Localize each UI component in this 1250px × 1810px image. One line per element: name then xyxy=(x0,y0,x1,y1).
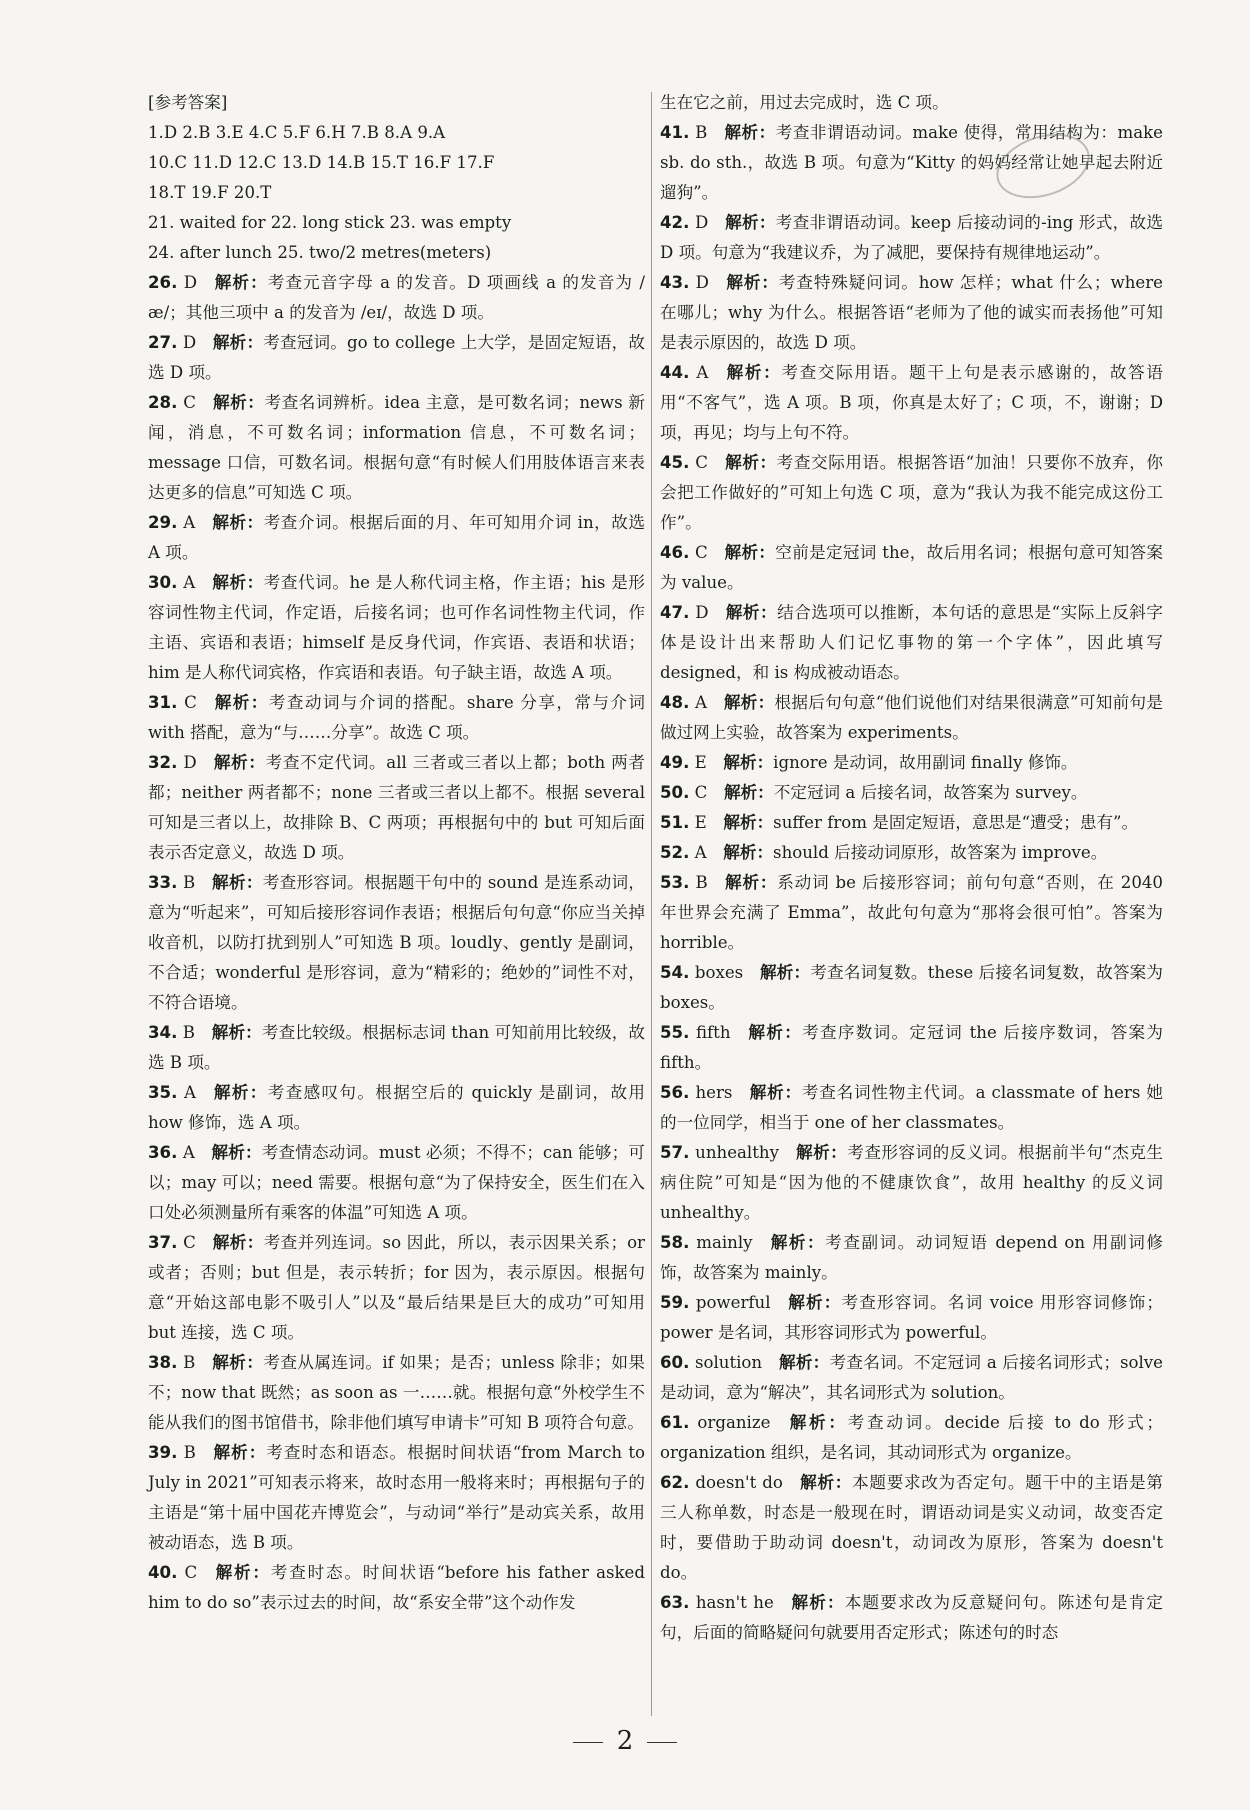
item-explanation: 考查非谓语动词。make 使得，常用结构为：make sb. do sth.，故选 B 项。句意为“Kitty 的妈妈经常让她早起去附近遛狗”。 xyxy=(660,123,1163,202)
item-answer: hers xyxy=(689,1083,750,1102)
jiexi-label: 解析： xyxy=(213,273,268,292)
item-explanation: 考查时态和语态。根据时间状语“from March to July in 2021”可知表示将来，故时态用一般将来时；再根据句子的主语是“第十届中国花卉博览会”，与动词“举行”是动宾关系，故用被动语态，选 B 项。 xyxy=(148,1443,645,1552)
item-explanation: 本题要求改为反意疑问句。陈述句是肯定句，后面的简略疑问句就要用否定形式；陈述句的时态 xyxy=(660,1593,1164,1642)
item-answer: D xyxy=(177,333,213,352)
item-explanation: 考查交际用语。根据答语“加油！只要你不放弃，你会把工作做好的”可知上句选 C 项，意为“我认为我不能完成这份工作”。 xyxy=(660,453,1163,532)
answer-item xyxy=(148,568,645,688)
page-number-footer xyxy=(0,1726,1250,1756)
item-number: 37. xyxy=(148,1233,178,1252)
item-answer: fifth xyxy=(689,1023,748,1042)
item-number: 35. xyxy=(148,1083,178,1102)
answer-row: 18.T 19.F 20.T xyxy=(148,183,272,202)
item-explanation: 考查名词。不定冠词 a 后接名词形式；solve 是动词，意为“解决”，其名词形式为 solution。 xyxy=(660,1353,1163,1402)
jiexi-label: 解析： xyxy=(759,963,811,982)
item-answer: B xyxy=(689,873,725,892)
item-answer: C xyxy=(177,1563,214,1582)
item-explanation: 考查情态动词。must 必须；不得不；can 能够；可以；may 可以；need 需要。根据句意“为了保持安全，医生们在入口处必须测量所有乘客的体温”可知选 A 项。 xyxy=(148,1143,645,1222)
item-answer: mainly xyxy=(689,1233,770,1252)
item-number: 47. xyxy=(660,603,690,622)
item-answer: C xyxy=(689,543,725,562)
jiexi-label: 解析： xyxy=(211,1023,262,1042)
dash-left xyxy=(573,1742,603,1743)
answer-item xyxy=(660,838,1163,868)
item-number: 52. xyxy=(660,843,690,862)
item-answer: A xyxy=(689,693,724,712)
item-explanation: 本题要求改为否定句。题干中的主语是第三人称单数，时态是一般现在时，谓语动词是实义动词，故变否定时，要借助于助动词 doesn't，动词改为原形，答案为 doesn't do。 xyxy=(660,1473,1164,1582)
item-answer: B xyxy=(689,123,724,142)
jiexi-label: 解析： xyxy=(211,1143,262,1162)
answer-item xyxy=(660,268,1163,358)
answer-item xyxy=(660,538,1163,598)
jiexi-label: 解析： xyxy=(212,1083,268,1102)
item-explanation: 考查特殊疑问词。how 怎样；what 什么；where 在哪儿；why 为什么。根据答语“老师为了他的诚实而表扬他”可知是表示原因的，故选 D 项。 xyxy=(660,273,1163,352)
item-number: 28. xyxy=(148,393,178,412)
answer-item xyxy=(148,1438,645,1558)
item-answer: B xyxy=(177,1023,212,1042)
item-number: 59. xyxy=(660,1293,690,1312)
answer-item xyxy=(148,1348,645,1438)
item-answer: doesn't do xyxy=(689,1473,800,1492)
jiexi-label: 解析： xyxy=(723,783,774,802)
item-answer: A xyxy=(177,573,212,592)
jiexi-label: 解析： xyxy=(724,543,776,562)
section-header: [参考答案] xyxy=(148,93,228,112)
item-number: 51. xyxy=(660,813,690,832)
jiexi-label: 解析： xyxy=(787,1413,848,1432)
jiexi-label: 解析： xyxy=(795,1143,848,1162)
item-number: 26. xyxy=(148,273,178,292)
answer-item xyxy=(660,1288,1163,1348)
answer-item xyxy=(148,268,645,328)
item-number: 62. xyxy=(660,1473,690,1492)
column-divider xyxy=(651,92,652,1716)
page-number: 2 xyxy=(616,1726,634,1756)
item-answer: solution xyxy=(689,1353,779,1372)
item-number: 40. xyxy=(148,1563,178,1582)
item-number: 46. xyxy=(660,543,690,562)
item-explanation: 考查代词。he 是人称代词主格，作主语；his 是形容词性物主代词，作定语，后接名词；也可作名词性物主代词，作主语、宾语和表语；himself 是反身代词，作宾语、表语和状语；him 是人称代词宾格，作宾语和表语。句子缺主语，故选 A 项。 xyxy=(148,573,645,682)
item-explanation: 考查动词与介词的搭配。share 分享，常与介词 with 搭配，意为“与……分享”。故选 C 项。 xyxy=(148,693,645,742)
item-number: 39. xyxy=(148,1443,178,1462)
right-items xyxy=(660,118,1163,1648)
dash-right xyxy=(647,1742,677,1743)
item-answer: boxes xyxy=(689,963,760,982)
right-column xyxy=(660,88,1163,1648)
jiexi-label: 解析： xyxy=(723,123,776,142)
item-explanation: 空前是定冠词 the，故后用名词；根据句意可知答案为 value。 xyxy=(660,543,1163,592)
item-explanation: 考查副词。动词短语 depend on 用副词修饰，故答案为 mainly。 xyxy=(660,1233,1163,1282)
answer-item xyxy=(660,1018,1163,1078)
item-number: 58. xyxy=(660,1233,690,1252)
jiexi-label: 解析： xyxy=(724,213,776,232)
answer-item xyxy=(660,868,1163,958)
left-items xyxy=(148,268,645,1618)
item-number: 27. xyxy=(148,333,178,352)
item-number: 55. xyxy=(660,1023,690,1042)
item-answer: B xyxy=(177,1353,212,1372)
item-number: 63. xyxy=(660,1593,690,1612)
item-answer: C xyxy=(689,783,724,802)
answer-item xyxy=(660,1138,1163,1228)
jiexi-label: 解析： xyxy=(213,693,269,712)
answer-item xyxy=(148,1078,645,1138)
item-explanation: 考查名词性物主代词。a classmate of hers 她的一位同学，相当于 one of her classmates。 xyxy=(660,1083,1164,1132)
item-explanation: ignore 是动词，故用副词 finally 修饰。 xyxy=(773,753,1078,772)
item-explanation: 考查动词。decide 后接 to do 形式；organization 组织，是名词，其动词形式为 organize。 xyxy=(660,1413,1163,1462)
item-answer: A xyxy=(177,1143,212,1162)
answer-item xyxy=(148,1228,645,1348)
item-explanation: should 后接动词原形，故答案为 improve。 xyxy=(773,843,1108,862)
item-answer: A xyxy=(177,513,212,532)
item-explanation: 考查形容词。名词 voice 用形容词修饰；power 是名词，其形容词形式为 powerful。 xyxy=(660,1293,1163,1342)
item-number: 54. xyxy=(660,963,690,982)
item-number: 56. xyxy=(660,1083,690,1102)
jiexi-label: 解析： xyxy=(212,393,265,412)
answer-item xyxy=(660,1408,1163,1468)
item-answer: D xyxy=(177,753,214,772)
item-explanation: 考查比较级。根据标志词 than 可知前用比较级，故选 B 项。 xyxy=(148,1023,646,1072)
jiexi-label: 解析： xyxy=(799,1473,853,1492)
item-number: 36. xyxy=(148,1143,178,1162)
item-answer: A xyxy=(689,363,725,382)
item-answer: A xyxy=(689,843,724,862)
item-explanation: 考查名词辨析。idea 主意，是可数名词；news 新闻，消息，不可数名词；information 信息，不可数名词；message 口信，可数名词。根据句意“有时候人们用肢体语言来表达更多的信息”可知选 C 项。 xyxy=(148,393,646,502)
item-explanation: 考查时态。时间状语“before his father asked him to do so”表示过去的时间，故“系安全带”这个动作发 xyxy=(148,1563,645,1612)
item-explanation: 考查从属连词。if 如果；是否；unless 除非；如果不；now that 既然；as soon as 一……就。根据句意“外校学生不能从我们的图书馆借书，除非他们填写申请卡”可知 B 项符合句意。 xyxy=(148,1353,645,1432)
item-explanation: 考查感叹句。根据空后的 quickly 是副词，故用 how 修饰，选 A 项。 xyxy=(148,1083,645,1132)
item-explanation: 根据后句句意“他们说他们对结果很满意”可知前句是做过网上实验，故答案为 experiments。 xyxy=(660,693,1164,742)
item-answer: D xyxy=(689,273,726,292)
item-answer: C xyxy=(177,1233,213,1252)
item-explanation: 考查并列连词。so 因此，所以，表示因果关系；or 或者；否则；but 但是，表示转折；for 因为，表示原因。根据句意“开始这部电影不吸引人”以及“最后结果是巨大的成功”可知用 but 连接，选 C 项。 xyxy=(148,1233,645,1342)
jiexi-label: 解析： xyxy=(212,1233,264,1252)
answer-item xyxy=(660,598,1163,688)
answer-item xyxy=(148,748,645,868)
item-answer: A xyxy=(177,1083,213,1102)
jiexi-label: 解析： xyxy=(778,1353,830,1372)
jiexi-label: 解析： xyxy=(749,1083,802,1102)
item-explanation: 不定冠词 a 后接名词，故答案为 survey。 xyxy=(773,783,1088,802)
item-answer: organize xyxy=(689,1413,787,1432)
item-explanation: 考查交际用语。题干上句是表示感谢的，故答语用“不客气”，选 A 项。B 项，你真是太好了；C 项，不，谢谢；D 项，再见；均与上句不符。 xyxy=(660,363,1163,442)
item-answer: D xyxy=(689,603,726,622)
answer-item xyxy=(660,1468,1163,1588)
answer-row: 24. after lunch 25. two/2 metres(meters) xyxy=(148,243,492,262)
jiexi-label: 解析： xyxy=(212,333,264,352)
item-number: 48. xyxy=(660,693,690,712)
item-explanation: 考查不定代词。all 三者或三者以上都；both 两者都；neither 两者都不；none 三者或三者以上都不。根据 several 可知是三者以上，故排除 B、C 两项；再根据句中的 but 可知后面表示否定意义，故选 D 项。 xyxy=(148,753,645,862)
item-explanation: 结合选项可以推断，本句话的意思是“实际上反斜字体是设计出来帮助人们记忆事物的第一个字体”，因此填写 designed，和 is 构成被动语态。 xyxy=(660,603,1163,682)
continuation-text: 生在它之前，用过去完成时，选 C 项。 xyxy=(660,93,949,112)
item-explanation: 考查形容词。根据题干句中的 sound 是连系动词，意为“听起来”，可知后接形容词作表语；根据后句句意“你应当关掉收音机，以防打扰到别人”可知选 B 项。loudly、gently 是副词，不合适；wonderful 是形容词，意为“精彩的；绝妙的”词性不对，不符合语境。 xyxy=(148,873,645,1012)
item-answer: B xyxy=(177,1443,213,1462)
item-number: 49. xyxy=(660,753,690,772)
item-number: 42. xyxy=(660,213,690,232)
jiexi-label: 解析： xyxy=(790,1593,845,1612)
item-explanation: 考查名词复数。these 后接名词复数，故答案为 boxes。 xyxy=(660,963,1163,1012)
item-explanation: 考查形容词的反义词。根据前半句“杰克生病住院”可知是“因为他的不健康饮食”，故用 healthy 的反义词 unhealthy。 xyxy=(660,1143,1163,1222)
answer-item xyxy=(148,388,645,508)
item-number: 31. xyxy=(148,693,178,712)
answer-item xyxy=(660,1078,1163,1138)
jiexi-label: 解析： xyxy=(724,363,782,382)
answer-item xyxy=(148,1138,645,1228)
answer-item xyxy=(148,508,645,568)
jiexi-label: 解析： xyxy=(211,513,264,532)
item-answer: powerful xyxy=(689,1293,788,1312)
jiexi-label: 解析： xyxy=(769,1233,826,1252)
jiexi-label: 解析： xyxy=(723,813,774,832)
answer-row: 21. waited for 22. long stick 23. was empty xyxy=(148,213,512,232)
item-number: 44. xyxy=(660,363,690,382)
jiexi-label: 解析： xyxy=(723,843,774,862)
item-number: 61. xyxy=(660,1413,690,1432)
item-number: 60. xyxy=(660,1353,690,1372)
jiexi-label: 解析： xyxy=(212,1443,267,1462)
answer-item xyxy=(660,958,1163,1018)
item-answer: D xyxy=(689,213,725,232)
answer-item xyxy=(148,1018,645,1078)
item-answer: C xyxy=(177,393,213,412)
jiexi-label: 解析： xyxy=(213,753,266,772)
item-explanation: 考查元音字母 a 的发音。D 项画线 a 的发音为 /æ/；其他三项中 a 的发音为 /eɪ/，故选 D 项。 xyxy=(148,273,646,322)
answer-row: 1.D 2.B 3.E 4.C 5.F 6.H 7.B 8.A 9.A xyxy=(148,123,446,142)
left-column xyxy=(148,88,645,1618)
answer-item xyxy=(148,688,645,748)
item-number: 30. xyxy=(148,573,178,592)
answer-item xyxy=(148,868,645,1018)
item-answer: C xyxy=(177,693,214,712)
item-answer: D xyxy=(177,273,214,292)
answer-item xyxy=(148,1558,645,1618)
jiexi-label: 解析： xyxy=(724,453,777,472)
item-number: 43. xyxy=(660,273,690,292)
item-explanation: 系动词 be 后接形容词；前句句意“否则，在 2040 年世界会充满了 Emma”，故此句句意为“那将会很可怕”。答案为 horrible。 xyxy=(660,873,1163,952)
item-explanation: 考查冠词。go to college 上大学，是固定短语，故选 D 项。 xyxy=(148,333,645,382)
answer-item xyxy=(660,748,1163,778)
short-answers xyxy=(148,118,645,268)
jiexi-label: 解析： xyxy=(747,1023,803,1042)
answer-row: 10.C 11.D 12.C 13.D 14.B 15.T 16.F 17.F xyxy=(148,153,495,172)
jiexi-label: 解析： xyxy=(725,603,778,622)
jiexi-label: 解析： xyxy=(211,573,264,592)
item-explanation: 考查非谓语动词。keep 后接动词的-ing 形式，故选 D 项。句意为“我建议乔，为了减肥，要保持有规律地运动”。 xyxy=(660,213,1163,262)
answer-item xyxy=(148,328,645,388)
item-number: 57. xyxy=(660,1143,690,1162)
item-number: 45. xyxy=(660,453,690,472)
answer-item xyxy=(660,1228,1163,1288)
item-answer: E xyxy=(689,753,724,772)
jiexi-label: 解析： xyxy=(787,1293,842,1312)
item-answer: hasn't he xyxy=(689,1593,791,1612)
jiexi-label: 解析： xyxy=(724,873,778,892)
jiexi-label: 解析： xyxy=(723,753,774,772)
jiexi-label: 解析： xyxy=(211,1353,264,1372)
answer-item xyxy=(660,208,1163,268)
item-number: 29. xyxy=(148,513,178,532)
item-answer: unhealthy xyxy=(689,1143,796,1162)
item-number: 32. xyxy=(148,753,178,772)
item-number: 34. xyxy=(148,1023,178,1042)
jiexi-label: 解析： xyxy=(211,873,263,892)
answer-item xyxy=(660,1348,1163,1408)
item-number: 53. xyxy=(660,873,690,892)
item-number: 50. xyxy=(660,783,690,802)
item-explanation: suffer from 是固定短语，意思是“遭受；患有”。 xyxy=(773,813,1139,832)
item-number: 38. xyxy=(148,1353,178,1372)
answer-item xyxy=(660,448,1163,538)
jiexi-label: 解析： xyxy=(213,1563,271,1582)
item-number: 33. xyxy=(148,873,178,892)
jiexi-label: 解析： xyxy=(725,273,779,292)
answer-item xyxy=(660,808,1163,838)
answer-item xyxy=(660,358,1163,448)
item-number: 41. xyxy=(660,123,690,142)
item-answer: E xyxy=(689,813,724,832)
answer-item xyxy=(660,688,1163,748)
item-answer: C xyxy=(689,453,725,472)
item-explanation: 考查介词。根据后面的月、年可知用介词 in，故选 A 项。 xyxy=(148,513,645,562)
item-explanation: 考查序数词。定冠词 the 后接序数词，答案为 fifth。 xyxy=(660,1023,1164,1072)
answer-item xyxy=(660,778,1163,808)
jiexi-label: 解析： xyxy=(723,693,775,712)
answer-item xyxy=(660,1588,1163,1648)
item-answer: B xyxy=(177,873,212,892)
